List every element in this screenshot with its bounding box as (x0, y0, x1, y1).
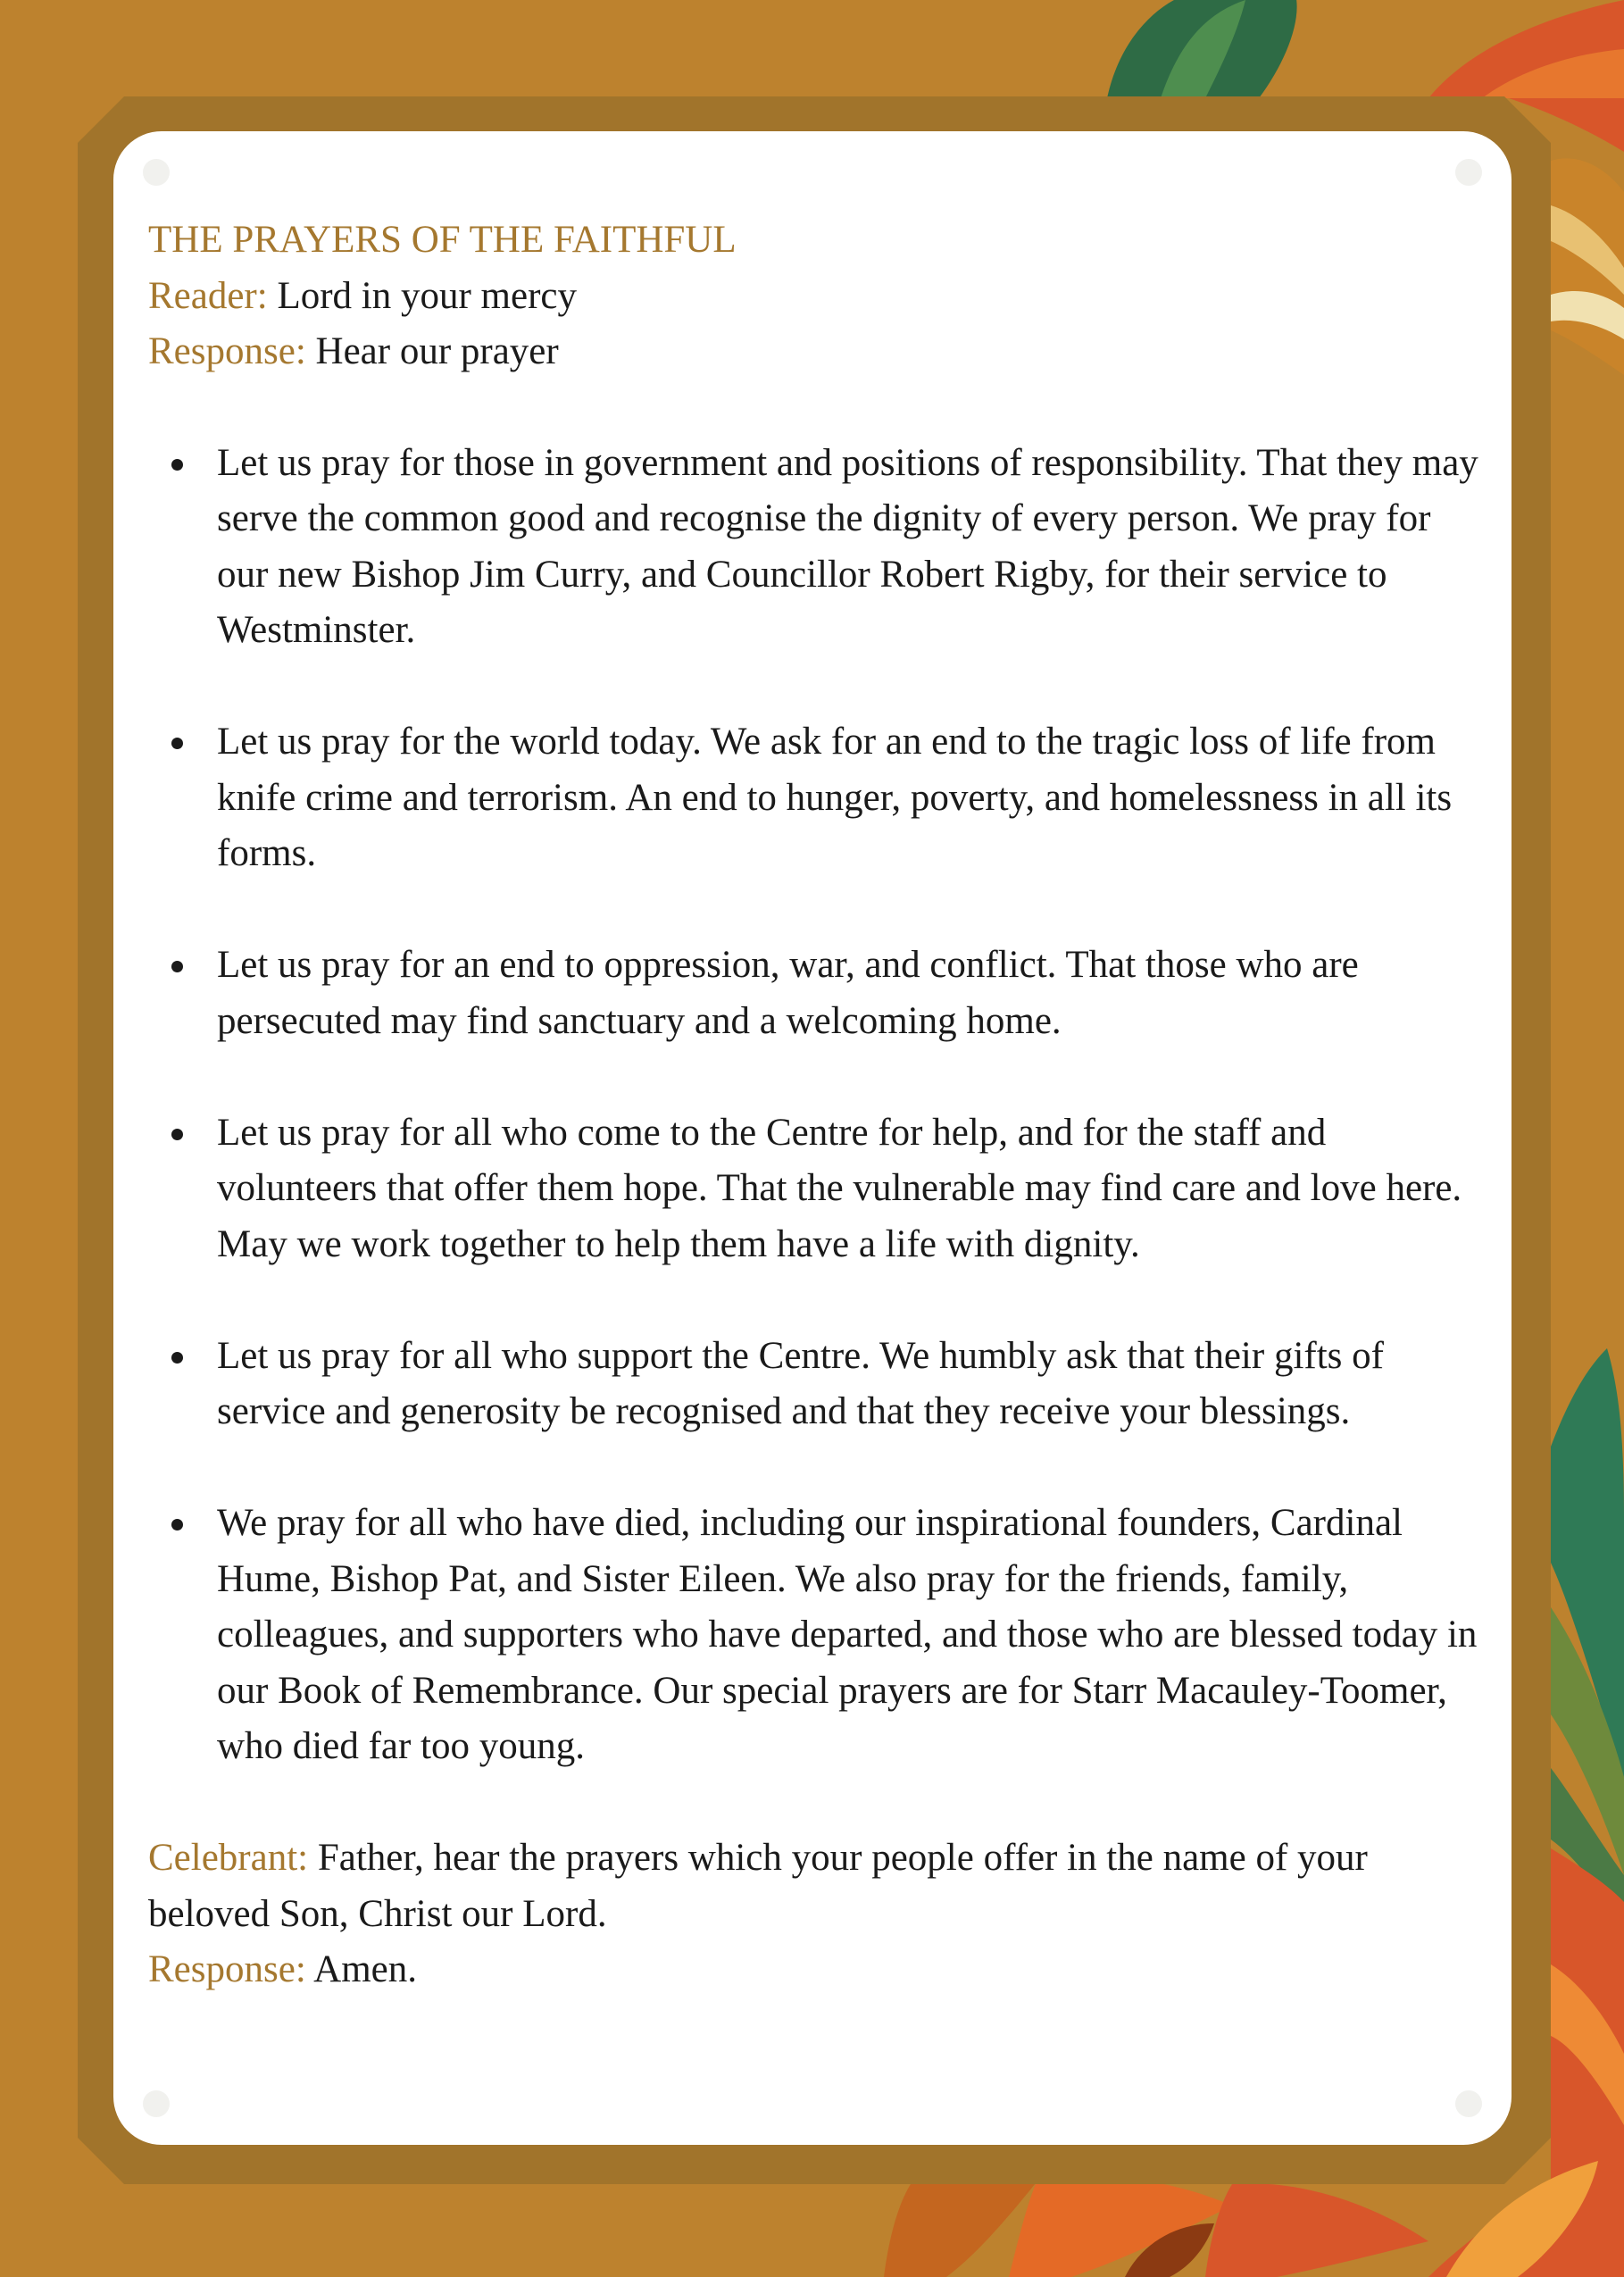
corner-dot-top-left (143, 159, 170, 186)
prayer-list (148, 436, 1478, 1775)
corner-dot-bottom-left (143, 2090, 170, 2117)
leaf-top-icon (1107, 0, 1297, 98)
reader-text: Lord in your mercy (277, 274, 577, 317)
prayer-item: Let us pray for all who come to the Centre for help, and for the staff and volunteers that offer them hope. That the vulnerable may find care and love here. May we work together to help them have a life with dignity. (148, 1105, 1478, 1273)
reader-label: Reader: (148, 274, 268, 317)
response-label: Response: (148, 330, 306, 372)
prayer-item: Let us pray for all who support the Centre. We humbly ask that their gifts of service and generosity be recognised and that they receive your blessings. (148, 1329, 1478, 1440)
prayer-item: We pray for all who have died, including our inspirational founders, Cardinal Hume, Bishop Pat, and Sister Eileen. We also pray for the friends, family, colleagues, and supporters who have departed, and those who are blessed today in our Book of Remembrance. Our special prayers are for Starr Macauley-Toomer, who died far too young. (148, 1496, 1478, 1775)
prayer-item: Let us pray for the world today. We ask for an end to the tragic loss of life from knife crime and terrorism. An end to hunger, poverty, and homelessness in all its forms. (148, 714, 1478, 882)
response-line (148, 324, 1478, 380)
final-response-line (148, 1942, 1478, 1998)
reader-line (148, 269, 1478, 325)
leaf-right-icon (1551, 1348, 1624, 1929)
prayer-item: Let us pray for those in government and positions of responsibility. That they may serve the common good and recognise the dignity of every person. We pray for our new Bishop Jim Curry, and Councillor Robert Rigby, for their service to Westminster. (148, 436, 1478, 659)
final-response-label: Response: (148, 1948, 306, 1990)
prayer-content (148, 213, 1478, 1998)
page-title: THE PRAYERS OF THE FAITHFUL (148, 219, 737, 261)
final-response-text: Amen. (313, 1948, 418, 1990)
corner-dot-top-right (1455, 159, 1482, 186)
response-text: Hear our prayer (315, 330, 559, 372)
celebrant-label: Celebrant: (148, 1837, 309, 1879)
celebrant-text: Father, hear the prayers which your people offer in the name of your beloved Son, Christ our Lord. (148, 1837, 1368, 1935)
corner-dot-bottom-right (1455, 2090, 1482, 2117)
prayer-item: Let us pray for an end to oppression, war, and conflict. That those who are persecuted may find sanctuary and a welcoming home. (148, 938, 1478, 1049)
celebrant-line (148, 1831, 1478, 1942)
